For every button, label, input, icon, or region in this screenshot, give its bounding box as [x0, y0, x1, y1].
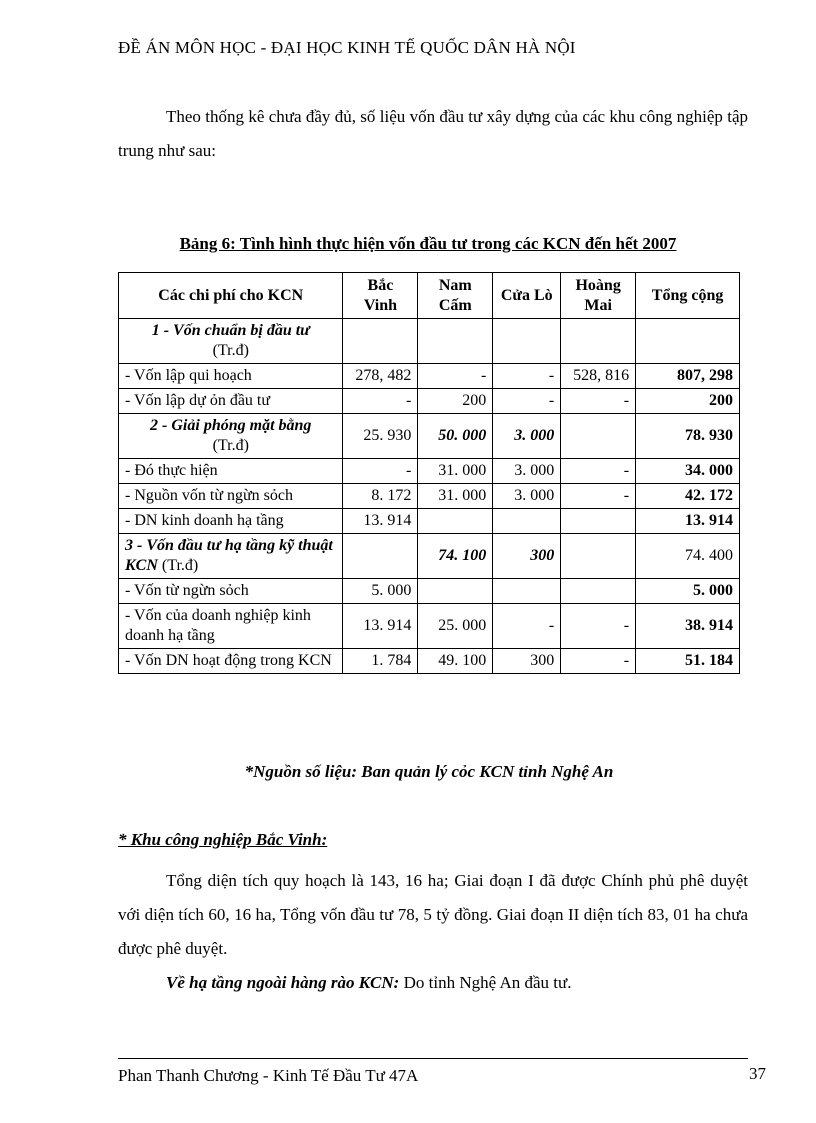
cell-total: 78. 930: [636, 414, 740, 459]
cell-total: 13. 914: [636, 509, 740, 534]
cell: 3. 000: [493, 414, 561, 459]
table-row: [119, 364, 740, 389]
row-label: [119, 534, 343, 579]
cell: -: [493, 364, 561, 389]
section-title: 1 - Vốn chuẩn bị đầu tư: [151, 322, 310, 339]
cell: -: [343, 389, 418, 414]
cell: 13. 914: [343, 509, 418, 534]
section-title: 3 - Vốn đầu tư hạ tầng kỹ thuật KCN: [125, 537, 333, 574]
cell: [418, 579, 493, 604]
cell: 25. 000: [418, 604, 493, 649]
cell: 300: [493, 534, 561, 579]
cell: 31. 000: [418, 459, 493, 484]
cell: [561, 414, 636, 459]
cell-total: 807, 298: [636, 364, 740, 389]
cell: -: [561, 389, 636, 414]
unit-label: (Tr.đ): [161, 557, 199, 574]
cell-total: [636, 319, 740, 364]
row-label: [119, 414, 343, 459]
cell-total: 38. 914: [636, 604, 740, 649]
row-label: - Vốn từ ngừn sỏch: [119, 579, 343, 604]
cell: [493, 579, 561, 604]
table-row: [119, 579, 740, 604]
cell: -: [343, 459, 418, 484]
table-row: [119, 534, 740, 579]
row-label: - Vốn lập dự ỏn đầu tư: [119, 389, 343, 414]
table-row: [119, 509, 740, 534]
cell: -: [561, 459, 636, 484]
cell: 25. 930: [343, 414, 418, 459]
header-cua-lo: Cửa Lò: [493, 273, 561, 319]
cell: 200: [418, 389, 493, 414]
cell: 50. 000: [418, 414, 493, 459]
cell: 31. 000: [418, 484, 493, 509]
row-label: - Đó thực hiện: [119, 459, 343, 484]
cell: -: [418, 364, 493, 389]
cell: [343, 534, 418, 579]
cell: -: [561, 604, 636, 649]
cell: 74. 100: [418, 534, 493, 579]
cell: -: [561, 649, 636, 674]
page-header: ĐỀ ÁN MÔN HỌC - ĐẠI HỌC KINH TẾ QUỐC DÂN HÀ NỘI: [118, 38, 576, 57]
cell-total: 74. 400: [636, 534, 740, 579]
infra-paragraph: [118, 966, 748, 1000]
intro-paragraph: Theo thống kê chưa đầy đủ, số liệu vốn đầu tư xây dựng của các khu công nghiệp tập trung như sau:: [118, 107, 748, 160]
table-row: [119, 649, 740, 674]
table-header-row: [119, 273, 740, 319]
section-heading: * Khu công nghiệp Bắc Vinh:: [118, 830, 328, 849]
cell: 528, 816: [561, 364, 636, 389]
cell-total: 42. 172: [636, 484, 740, 509]
page-number: 37: [749, 1064, 766, 1083]
cell: -: [493, 604, 561, 649]
cell: [561, 509, 636, 534]
cell: 300: [493, 649, 561, 674]
unit-label: (Tr.đ): [212, 437, 249, 454]
header-bac-vinh: Bắc Vinh: [343, 273, 418, 319]
investment-table: [118, 272, 740, 674]
infra-label: Về hạ tầng ngoài hàng rào KCN:: [166, 973, 400, 992]
table-row: [119, 389, 740, 414]
unit-label: (Tr.đ): [212, 342, 249, 359]
cell-total: 51. 184: [636, 649, 740, 674]
cell: -: [493, 389, 561, 414]
cell: [418, 319, 493, 364]
section-paragraph: Tổng diện tích quy hoạch là 143, 16 ha; Giai đoạn I đã được Chính phủ phê duyệt với diện tích 60, 16 ha, Tổng vốn đầu tư 78, 5 tỷ đồng. Giai đoạn II diện tích 83, 01 ha chưa được phê duyệt.: [118, 871, 748, 958]
cell: 3. 000: [493, 459, 561, 484]
row-label: - DN kinh doanh hạ tầng: [119, 509, 343, 534]
cell-total: 200: [636, 389, 740, 414]
header-nam-cam: Nam Cấm: [418, 273, 493, 319]
infra-text: Do tỉnh Nghệ An đầu tư.: [399, 973, 572, 992]
row-label: [119, 319, 343, 364]
header-total: Tổng cộng: [636, 273, 740, 319]
cell: 3. 000: [493, 484, 561, 509]
cell: [343, 319, 418, 364]
row-label: - Vốn của doanh nghiệp kinh doanh hạ tầng: [119, 604, 343, 649]
cell-total: 34. 000: [636, 459, 740, 484]
cell: [493, 319, 561, 364]
row-label: - Vốn lập qui hoạch: [119, 364, 343, 389]
row-label: - Nguồn vốn từ ngừn sỏch: [119, 484, 343, 509]
table-row: [119, 459, 740, 484]
cell: [561, 534, 636, 579]
section-title: 2 - Giải phóng mặt bằng: [150, 417, 312, 434]
header-hoang-mai: Hoàng Mai: [561, 273, 636, 319]
table-row: [119, 484, 740, 509]
cell-total: 5. 000: [636, 579, 740, 604]
row-label: - Vốn DN hoạt động trong KCN: [119, 649, 343, 674]
footer-author: Phan Thanh Chương - Kinh Tế Đầu Tư 47A: [118, 1066, 419, 1085]
table-row: [119, 319, 740, 364]
cell: 1. 784: [343, 649, 418, 674]
cell: -: [561, 484, 636, 509]
cell: 13. 914: [343, 604, 418, 649]
cell: 5. 000: [343, 579, 418, 604]
header-category: Các chi phí cho KCN: [119, 273, 343, 319]
cell: [418, 509, 493, 534]
table-row: [119, 604, 740, 649]
cell: [561, 579, 636, 604]
footer-divider: [118, 1058, 748, 1059]
table-source-note: *Nguồn số liệu: Ban quản lý cỏc KCN tỉnh Nghệ An: [244, 762, 614, 781]
cell: 8. 172: [343, 484, 418, 509]
cell: [493, 509, 561, 534]
cell: [561, 319, 636, 364]
table-caption: Bảng 6: Tình hình thực hiện vốn đầu tư trong các KCN đến hết 2007: [179, 234, 677, 253]
cell: 278, 482: [343, 364, 418, 389]
cell: 49. 100: [418, 649, 493, 674]
table-row: [119, 414, 740, 459]
